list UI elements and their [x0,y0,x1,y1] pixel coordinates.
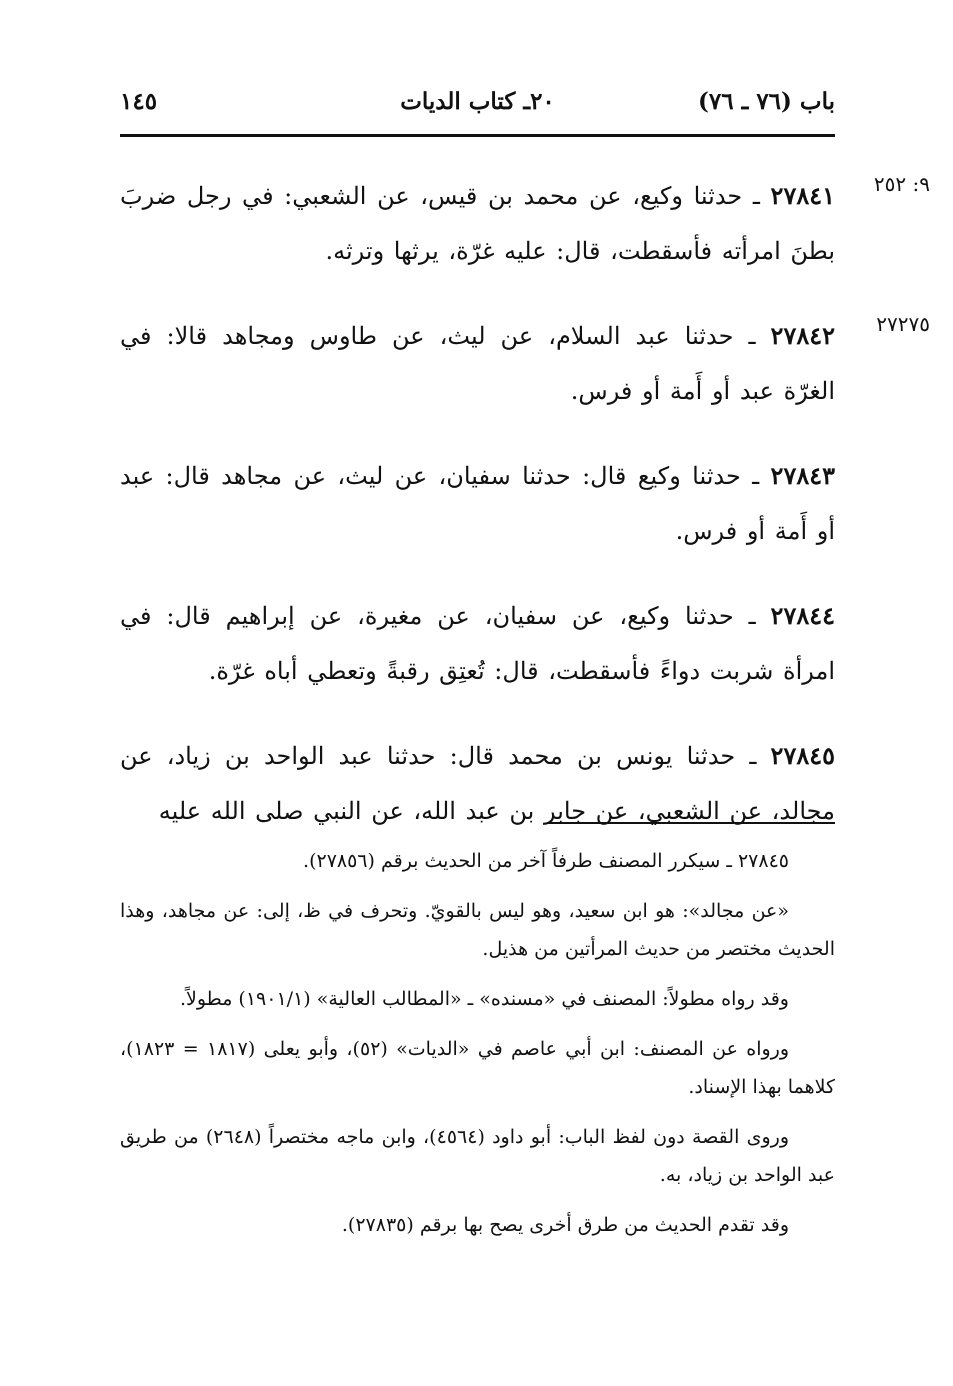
footnote-text: وروى القصة دون لفظ الباب: أبو داود (٤٥٦٤)، وابن ماجه مختصراً (٢٦٤٨) من طريق عبد الواحد بن زياد، به. [120,1126,835,1186]
footnote-text: ورواه عن المصنف: ابن أبي عاصم في «الديات» (٥٢)، وأبو يعلى (١٨١٧ = ١٨٢٣)، كلاهما بهذا الإسناد. [120,1038,835,1098]
hadith-entry [120,308,930,419]
hadith-number: ٢٧٨٤٥ [770,741,835,770]
main-text [120,168,930,868]
hadith-text: ـ حدثنا وكيع، عن محمد بن قيس، عن الشعبي: في رجل ضربَ بطنَ امرأته فأسقطت، قال: عليه غرّة، يرثها وترثه. [120,182,835,265]
hadith-entry [120,168,930,279]
footnote-separator [547,822,835,824]
hadith-number: ٢٧٨٤١ [770,181,835,210]
footnote-text: وقد تقدم الحديث من طرق أخرى يصح بها برقم (٢٧٨٣٥). [341,1214,789,1236]
hadith-paragraph [120,588,835,699]
chapter-heading: باب (٧٦ ـ ٧٦) [697,88,835,115]
footnote-text: وقد رواه مطولاً: المصنف في «مسنده» ـ «المطالب العالية» (١٩٠١/١) مطولاً. [179,988,789,1010]
hadith-text: ـ حدثنا يونس بن محمد قال: حدثنا عبد الواحد بن زياد، عن مجالد، عن الشعبي، عن جابر بن عبد الله، عن النبي صلى الله عليه [120,742,835,825]
footnote-text: ٢٧٨٤٥ ـ سيكرر المصنف طرفاً آخر من الحديث برقم (٢٧٨٥٦). [303,850,789,872]
footnote [120,842,835,880]
hadith-text: ـ حدثنا وكيع قال: حدثنا سفيان، عن ليث، عن مجاهد قال: عبد أو أَمة أو فرس. [120,462,835,545]
footnotes [120,842,835,1256]
footnote [120,892,835,968]
running-header [120,88,835,128]
hadith-number: ٢٧٨٤٢ [770,321,835,350]
footnote [120,1118,835,1194]
footnote [120,1030,835,1106]
header-rule [120,134,835,137]
hadith-entry [120,588,835,699]
footnote [120,980,835,1018]
hadith-text: ـ حدثنا وكيع، عن سفيان، عن مغيرة، عن إبراهيم قال: في امرأة شربت دواءً فأسقطت، قال: تُعتِق رقبةً وتعطي أباه غرّة. [120,602,835,685]
book-title: ٢٠ـ كتاب الديات [400,88,555,115]
hadith-text: ـ حدثنا عبد السلام، عن ليث، عن طاوس ومجاهد قالا: في الغرّة عبد أو أَمة أو فرس. [120,322,835,405]
margin-reference: ٢٧٢٧٥ [876,312,930,336]
footnote [120,1206,835,1244]
hadith-paragraph [120,448,835,559]
footnote-text: «عن مجالد»: هو ابن سعيد، وهو ليس بالقويّ. وتحرف في ظ، إلى: عن مجاهد، وهذا الحديث مختصر من حديث المرأتين من هذيل. [120,900,835,960]
hadith-paragraph [120,308,835,419]
hadith-entry [120,448,835,559]
page-number: ١٤٥ [120,88,158,115]
margin-reference: ٩: ٢٥٢ [873,172,930,196]
hadith-number: ٢٧٨٤٣ [770,461,835,490]
hadith-paragraph [120,168,835,279]
hadith-number: ٢٧٨٤٤ [770,601,835,630]
